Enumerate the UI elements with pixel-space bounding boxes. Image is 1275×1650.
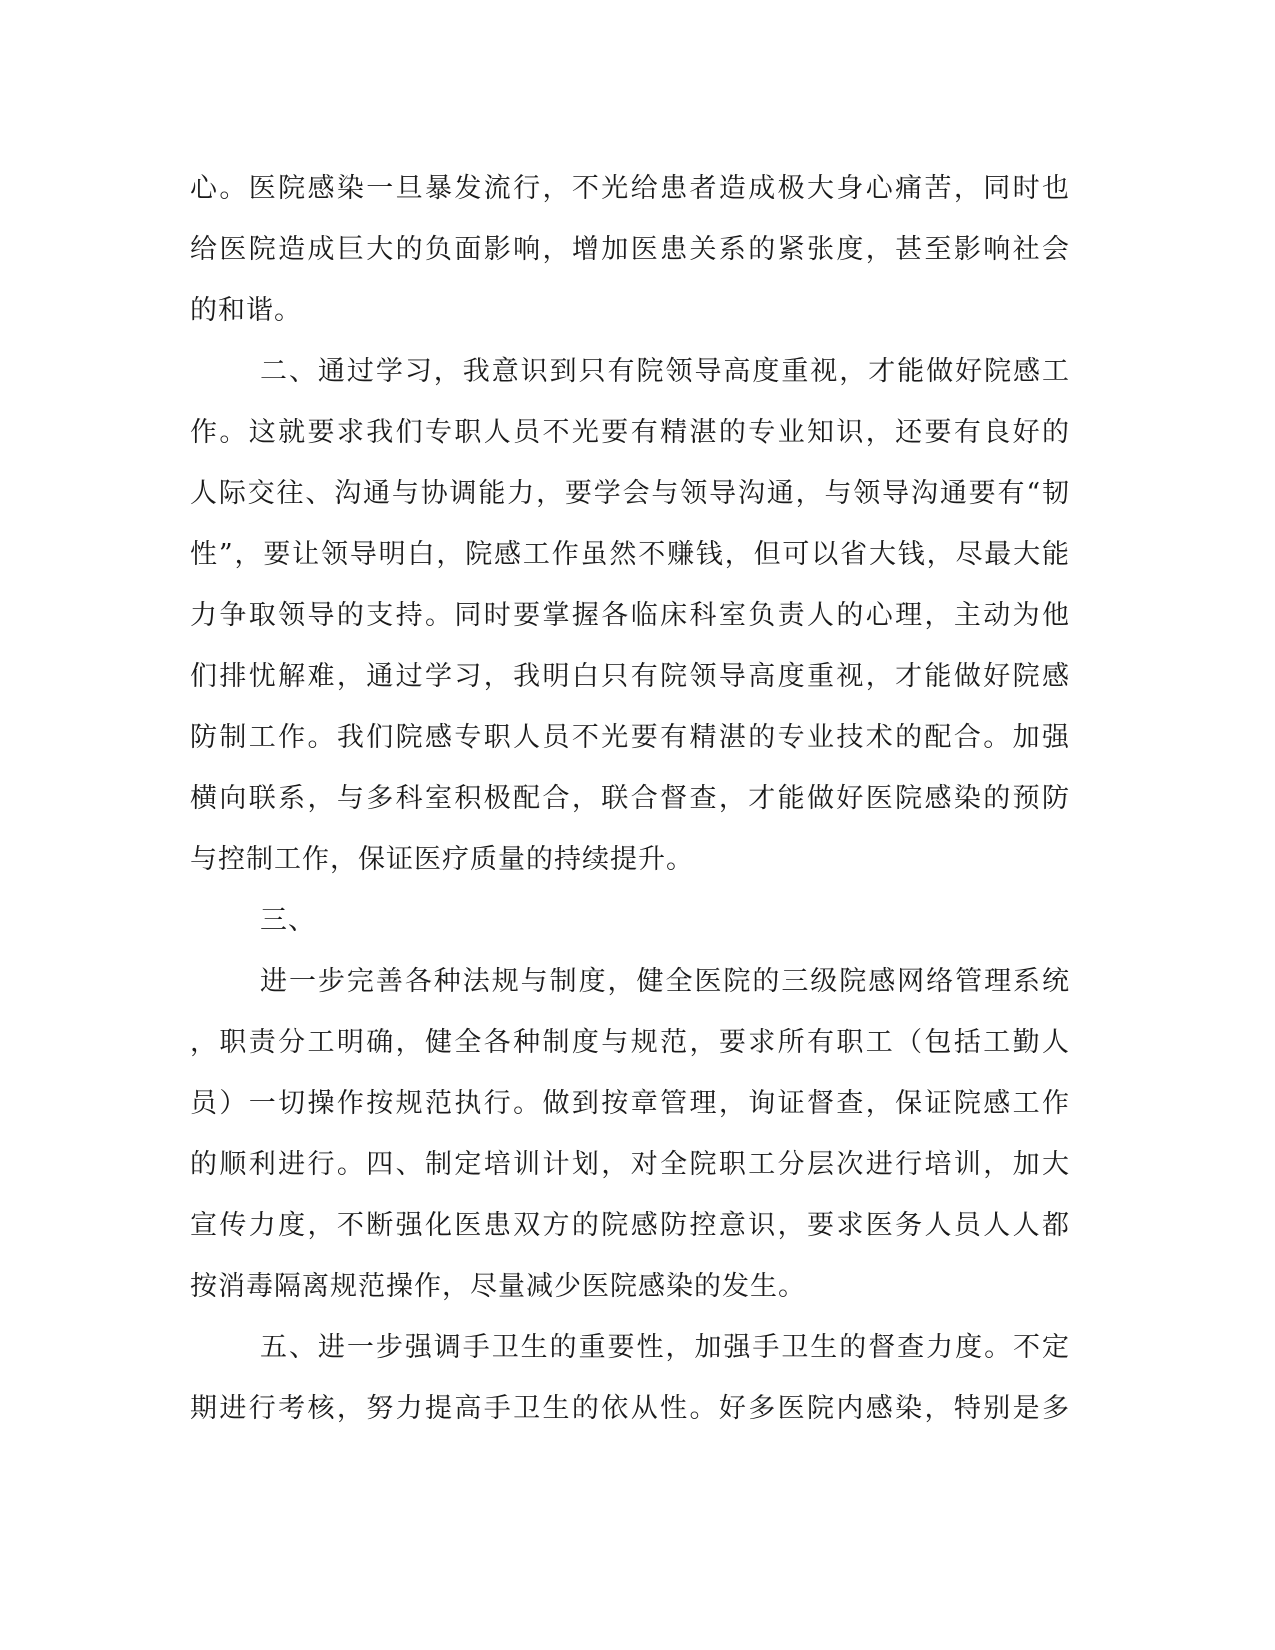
text-line-8: 力争取领导的支持。同时要掌握各临床科室负责人的心理，主动为他	[190, 600, 1070, 631]
text-line-3: 的和谐。	[190, 295, 302, 326]
text-line-13: 三、	[260, 905, 316, 936]
text-line-14: 进一步完善各种法规与制度，健全医院的三级院感网络管理系统	[260, 966, 1070, 997]
text-line-11: 横向联系，与多科室积极配合，联合督查，才能做好医院感染的预防	[190, 783, 1070, 814]
text-line-9: 们排忧解难，通过学习，我明白只有院领导高度重视，才能做好院感	[190, 661, 1070, 692]
text-line-16: 员）一切操作按规范执行。做到按章管理，询证督查，保证院感工作	[190, 1088, 1070, 1119]
text-line-5: 作。这就要求我们专职人员不光要有精湛的专业知识，还要有良好的	[190, 417, 1070, 448]
text-line-15: ，职责分工明确，健全各种制度与规范，要求所有职工（包括工勤人	[190, 1027, 1070, 1058]
text-line-20: 五、进一步强调手卫生的重要性，加强手卫生的督查力度。不定	[260, 1332, 1070, 1363]
text-line-2: 给医院造成巨大的负面影响，增加医患关系的紧张度，甚至影响社会	[190, 234, 1070, 265]
text-line-21: 期进行考核，努力提高手卫生的依从性。好多医院内感染，特别是多	[190, 1393, 1070, 1424]
body-text	[190, 158, 1070, 1439]
text-line-1: 心。医院感染一旦暴发流行，不光给患者造成极大身心痛苦，同时也	[190, 173, 1070, 204]
text-line-17: 的顺利进行。四、制定培训计划，对全院职工分层次进行培训，加大	[190, 1149, 1070, 1180]
text-line-10: 防制工作。我们院感专职人员不光要有精湛的专业技术的配合。加强	[190, 722, 1070, 753]
text-line-19: 按消毒隔离规范操作，尽量减少医院感染的发生。	[190, 1271, 806, 1302]
text-line-18: 宣传力度，不断强化医患双方的院感防控意识，要求医务人员人人都	[190, 1210, 1070, 1241]
text-line-6: 人际交往、沟通与协调能力，要学会与领导沟通，与领导沟通要有“韧	[190, 478, 1070, 509]
text-line-12: 与控制工作，保证医疗质量的持续提升。	[190, 844, 694, 875]
text-line-4: 二、通过学习，我意识到只有院领导高度重视，才能做好院感工	[260, 356, 1070, 387]
text-line-7: 性”，要让领导明白，院感工作虽然不赚钱，但可以省大钱，尽最大能	[190, 539, 1070, 570]
